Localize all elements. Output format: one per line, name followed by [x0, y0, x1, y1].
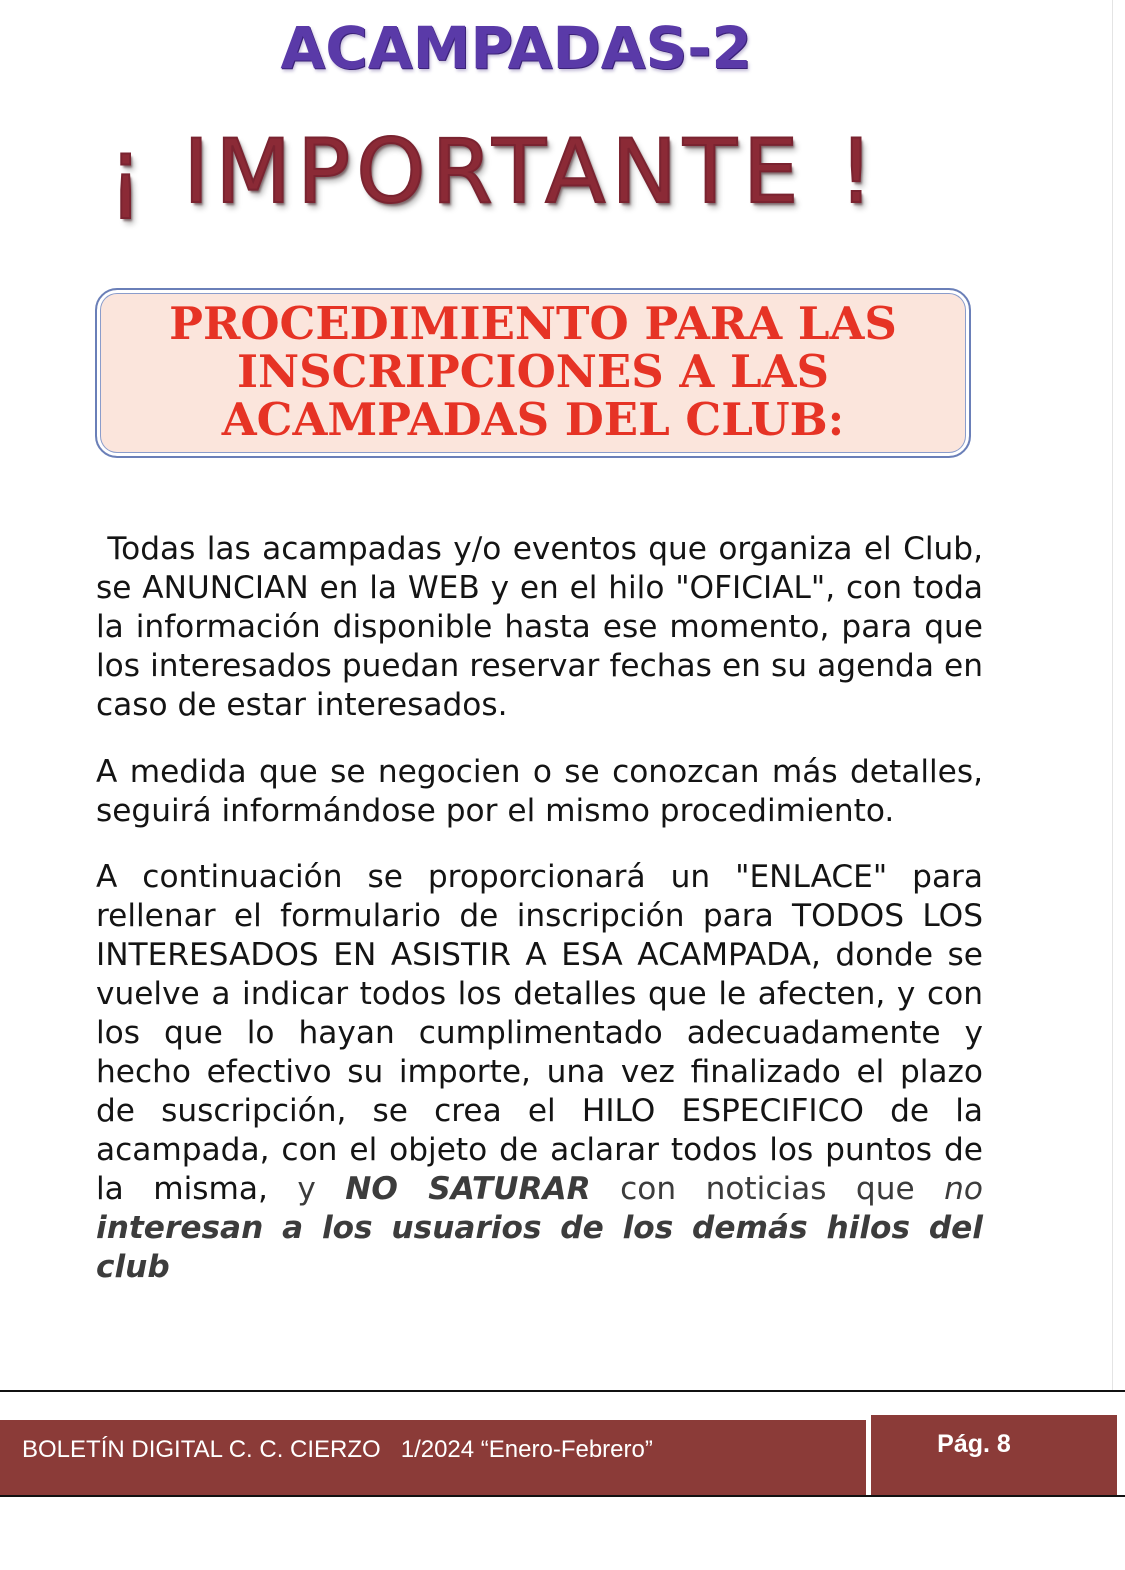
section-title: ACAMPADAS-2: [280, 14, 752, 82]
paragraph-announcements: [96, 530, 983, 725]
paragraph-registration-end: interesan a los usuarios de los demás hilos del club: [96, 1210, 983, 1285]
footer-rule-top: [0, 1390, 1125, 1392]
paragraph-updates: A medida que se negocien o se conozcan más detalles, seguirá informándose por el mismo procedimiento.: [96, 754, 983, 829]
notice-line-3: ACAMPADAS DEL CLUB:: [221, 393, 845, 446]
notice-line-2: INSCRIPCIONES A LAS: [236, 345, 830, 398]
paragraph-registration-y: y: [297, 1171, 316, 1207]
paragraph-registration-start: A continuación se proporcionará un "ENLACE" para rellenar el formulario de inscripción para TODOS LOS INTERESADOS EN ASISTIR A ESA ACAMPADA, donde se vuelve a indicar todos los detalles que le afecten, y con los que lo hayan cumplimentado adecuadamente y hecho efectivo su importe, una vez finalizado el plazo de suscripción, se crea el HILO ESPECIFICO de la acampada, con el objeto de aclarar todos los puntos de la misma,: [96, 859, 983, 1207]
footer-bulletin-text: BOLETÍN DIGITAL C. C. CIERZO 1/2024 “Enero-Febrero”: [22, 1436, 653, 1463]
footer-rule-bottom: [0, 1495, 1125, 1497]
paragraph-announcements-text: Todas las acampadas y/o eventos que organiza el Club, se ANUNCIAN en la WEB y en el hilo "OFICIAL", con toda la información disponible hasta ese momento, para que los interesados puedan reservar fechas en su agenda en caso de estar interesados.: [96, 531, 983, 723]
no-saturar-emphasis: NO SATURAR: [345, 1171, 591, 1207]
paragraph-registration: [96, 858, 983, 1287]
page-edge-line: [1112, 0, 1113, 1390]
important-heading: ¡ IMPORTANTE !: [108, 120, 880, 223]
notice-heading: [95, 297, 971, 446]
paragraph-registration-middle: con noticias que: [620, 1171, 915, 1207]
page-number: Pág. 8: [937, 1430, 1011, 1458]
notice-line-1: PROCEDIMIENTO PARA LAS: [169, 297, 897, 350]
paragraph-registration-no: no: [944, 1171, 983, 1207]
